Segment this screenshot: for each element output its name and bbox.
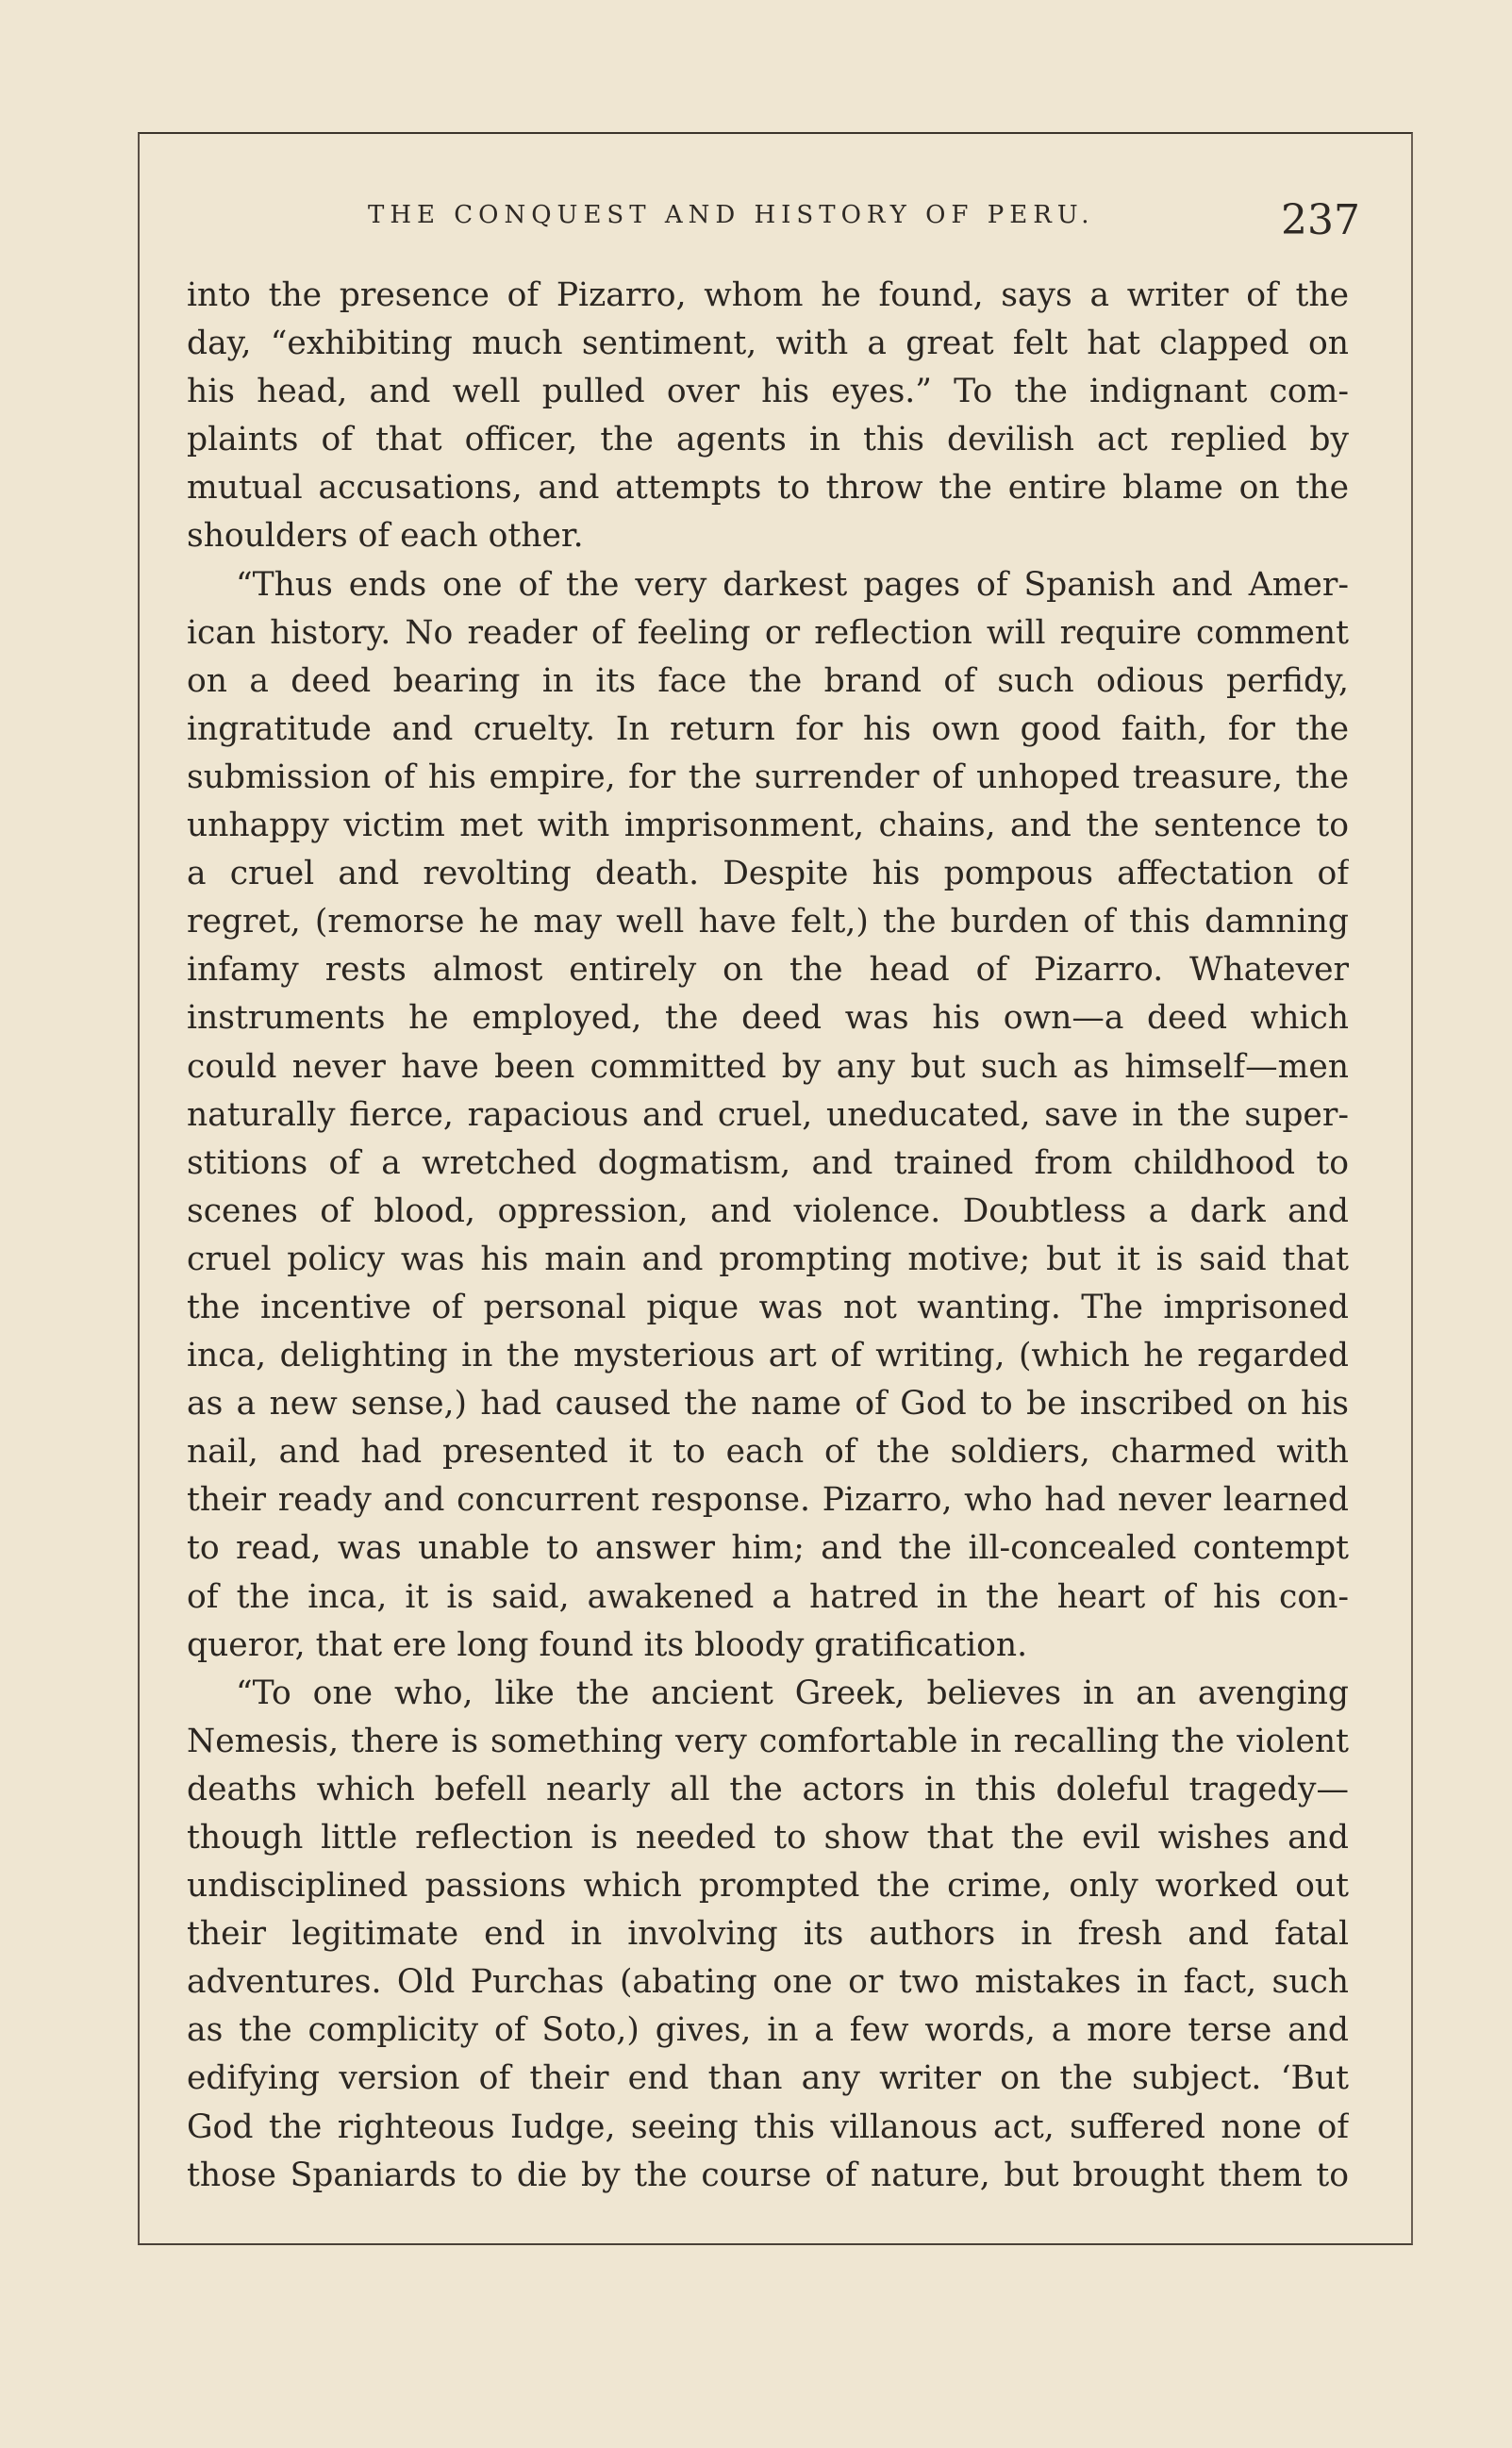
text-line: inca, delighting in the mysterious art of writing, (which he regarded (187, 1337, 1349, 1375)
text-line: though little reflection is needed to show that the evil wishes and (187, 1819, 1349, 1857)
text-line: into the presence of Pizarro, whom he found, says a writer of the (187, 276, 1349, 314)
text-line: “To one who, like the ancient Greek, believes in an avenging (236, 1674, 1349, 1712)
text-line: unhappy victim met with imprisonment, chains, and the sentence to (187, 807, 1349, 845)
text-line: could never have been committed by any but such as himself—men (187, 1047, 1349, 1086)
text-line: adventures. Old Purchas (abating one or two mistakes in fact, such (187, 1963, 1349, 2002)
text-line: “Thus ends one of the very darkest pages of Spanish and Amer- (236, 565, 1349, 604)
text-line: as a new sense,) had caused the name of God to be inscribed on his (187, 1385, 1349, 1424)
text-line: infamy rests almost entirely on the head of Pizarro. Whatever (187, 951, 1349, 990)
page-number: 237 (1281, 196, 1360, 244)
text-line: undisciplined passions which prompted the crime, only worked out (187, 1867, 1349, 1906)
running-head: THE CONQUEST AND HISTORY OF PERU. (368, 201, 1095, 229)
text-line: those Spaniards to die by the course of nature, but brought them to (187, 2156, 1349, 2194)
text-line: edifying version of their end than any writer on the subject. ‘But (187, 2059, 1349, 2098)
text-line: deaths which befell nearly all the actors in this doleful tragedy— (187, 1770, 1349, 1808)
text-line: stitions of a wretched dogmatism, and trained from childhood to (187, 1143, 1349, 1182)
text-line: their ready and concurrent response. Pizarro, who had never learned (187, 1481, 1349, 1520)
text-line: nail, and had presented it to each of the soldiers, charmed with (187, 1433, 1349, 1472)
text-line: the incentive of personal pique was not wanting. The imprisoned (187, 1288, 1349, 1326)
text-line: ingratitude and cruelty. In return for his own good faith, for the (187, 709, 1349, 748)
text-line: plaints of that officer, the agents in this devilish act replied by (187, 421, 1349, 459)
text-line: his head, and well pulled over his eyes.” To the indignant com- (187, 373, 1349, 411)
text-line: shoulders of each other. (187, 517, 584, 556)
text-line: to read, was unable to answer him; and the ill-concealed contempt (187, 1529, 1349, 1568)
text-line: instruments he employed, the deed was his own—a deed which (187, 999, 1349, 1038)
text-line: on a deed bearing in its face the brand of such odious perfidy, (187, 661, 1349, 700)
text-line: mutual accusations, and attempts to throw the entire blame on the (187, 469, 1349, 508)
text-line: naturally fierce, rapacious and cruel, uneducated, save in the super- (187, 1095, 1349, 1134)
text-line: day, “exhibiting much sentiment, with a great felt hat clapped on (187, 325, 1349, 363)
text-line: ican history. No reader of feeling or reflection will require comment (187, 613, 1349, 652)
text-line: of the inca, it is said, awakened a hatred in the heart of his con- (187, 1577, 1349, 1616)
text-line: submission of his empire, for the surrender of unhoped treasure, the (187, 758, 1349, 796)
text-line: a cruel and revolting death. Despite his pompous affectation of (187, 855, 1349, 893)
text-line: God the righteous Iudge, seeing this villanous act, suffered none of (187, 2107, 1349, 2146)
text-line: cruel policy was his main and prompting motive; but it is said that (187, 1240, 1349, 1278)
text-line: their legitimate end in involving its authors in fresh and fatal (187, 1915, 1349, 1954)
text-line: scenes of blood, oppression, and violence. Doubtless a dark and (187, 1191, 1349, 1230)
text-line: regret, (remorse he may well have felt,) the burden of this damning (187, 903, 1349, 941)
text-line: queror, that ere long found its bloody gratification. (187, 1625, 1028, 1664)
text-line: Nemesis, there is something very comfortable in recalling the violent (187, 1722, 1349, 1760)
body-text (187, 272, 1349, 2200)
text-line: as the complicity of Soto,) gives, in a few words, a more terse and (187, 2011, 1349, 2050)
